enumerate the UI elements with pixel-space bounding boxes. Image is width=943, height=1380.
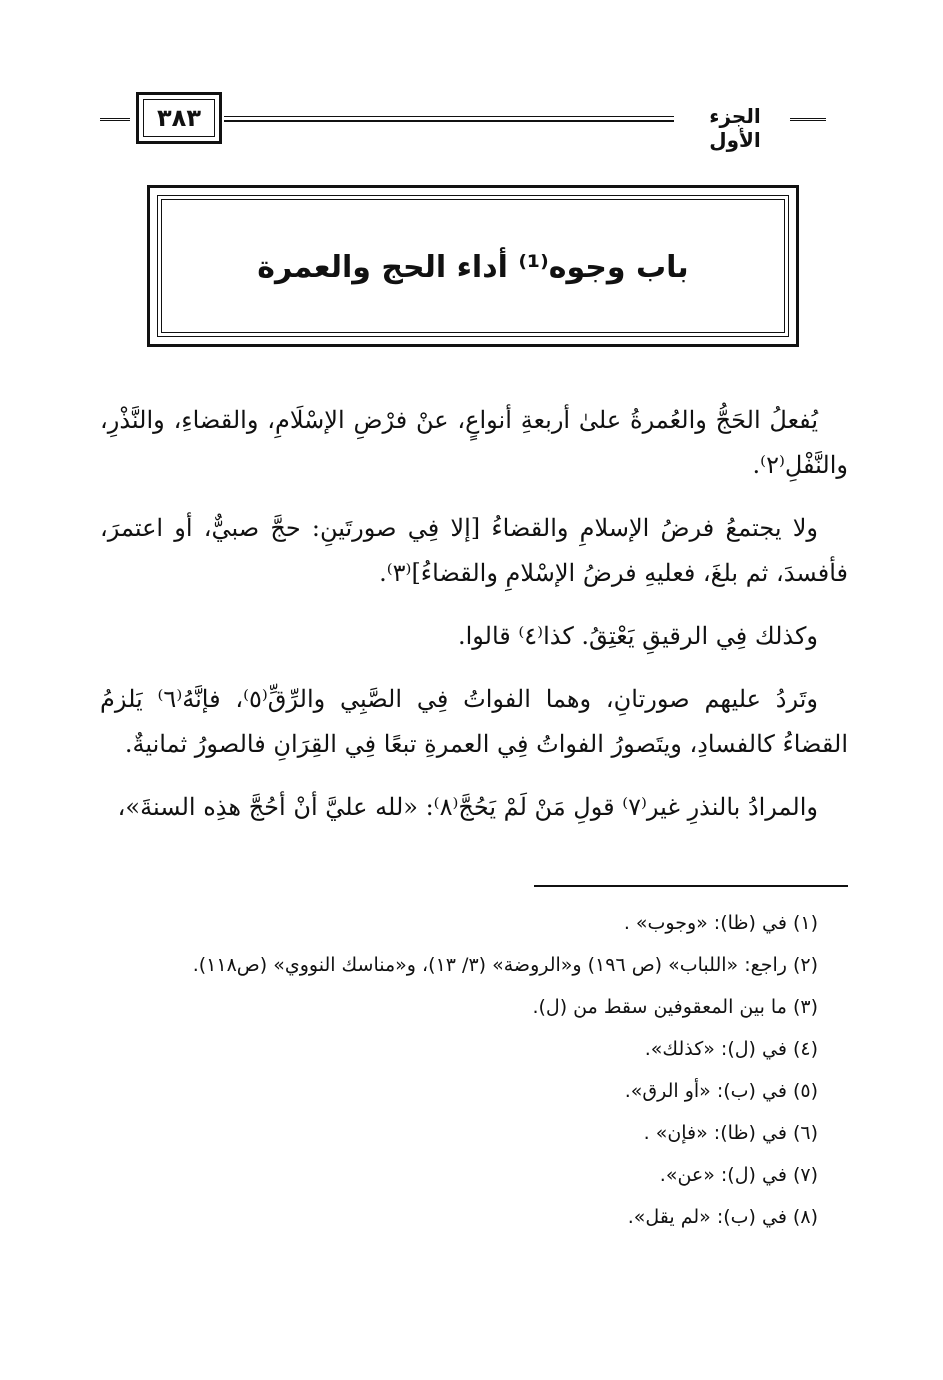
running-title: الجزء الأول <box>709 104 761 152</box>
main-text <box>100 398 848 848</box>
footnotes <box>100 905 848 1241</box>
footnote: (٣) ما بين المعقوفين سقط من (ل). <box>532 996 818 1018</box>
footnote: (١) في (ظا): «وجوب» . <box>623 912 818 934</box>
footnote: (٧) في (ل): «عن». <box>659 1164 818 1186</box>
footnote: (٨) في (ب): «لم يقل». <box>627 1206 818 1228</box>
chapter-title: باب وجوه⁽¹⁾ أداء الحج والعمرة <box>257 250 689 285</box>
header-rule-left <box>100 118 130 121</box>
paragraph: يُفعلُ الحَجُّ والعُمرةُ علىٰ أربعةِ أنواعٍ، عنْ فرْضِ الإسْلَامِ، والقضاءِ، والنَّذْرِ، والنَّفْلِ⁽٢⁾. <box>100 406 848 479</box>
footnote: (٤) في (ل): «كذلك». <box>644 1038 818 1060</box>
paragraph: ولا يجتمعُ فرضُ الإسلامِ والقضاءُ [إلا فِي صورتَينِ: حجَّ صبيٌّ، أو اعتمرَ، فأفسدَ، ثم بلغَ، فعليهِ فرضُ الإسْلامِ والقضاءُ]⁽٣⁾. <box>100 514 848 587</box>
page-number-frame <box>136 92 222 144</box>
chapter-title-frame <box>147 185 799 347</box>
footnote-separator <box>534 885 848 887</box>
footnote: (٢) راجع: «اللباب» (ص ١٩٦) و«الروضة» (٣/ ١٣)، و«مناسك النووي» (ص١١٨). <box>192 954 818 976</box>
page-number: ٣٨٣ <box>157 104 201 132</box>
header-rule-right <box>790 118 826 121</box>
footnote: (٦) في (ظا): «فإن» . <box>643 1122 818 1144</box>
paragraph: والمرادُ بالنذرِ غير⁽٧⁾ قولِ مَنْ لَمْ يَحُجَّ⁽٨⁾: «لله عليَّ أنْ أحُجَّ هذِه السنةَ»، <box>117 793 818 821</box>
running-header <box>100 92 860 156</box>
paragraph: وتَردُ عليهم صورتانِ، وهما الفواتُ فِي الصَّبِي والرِّقِّ⁽٥⁾، فإنَّهُ⁽٦⁾ يَلزمُ القضاءُ كالفسادِ، ويتَصورُ الفواتُ فِي العمرةِ تبعًا فِي القِرَانِ فالصورُ ثمانيةٌ. <box>100 685 848 758</box>
paragraph: وكذلك فِي الرقيقِ يَعْتِقُ. كذا⁽٤⁾ قالوا. <box>457 622 818 650</box>
footnote: (٥) في (ب): «أو الرق». <box>624 1080 818 1102</box>
header-rule-middle <box>224 116 674 122</box>
